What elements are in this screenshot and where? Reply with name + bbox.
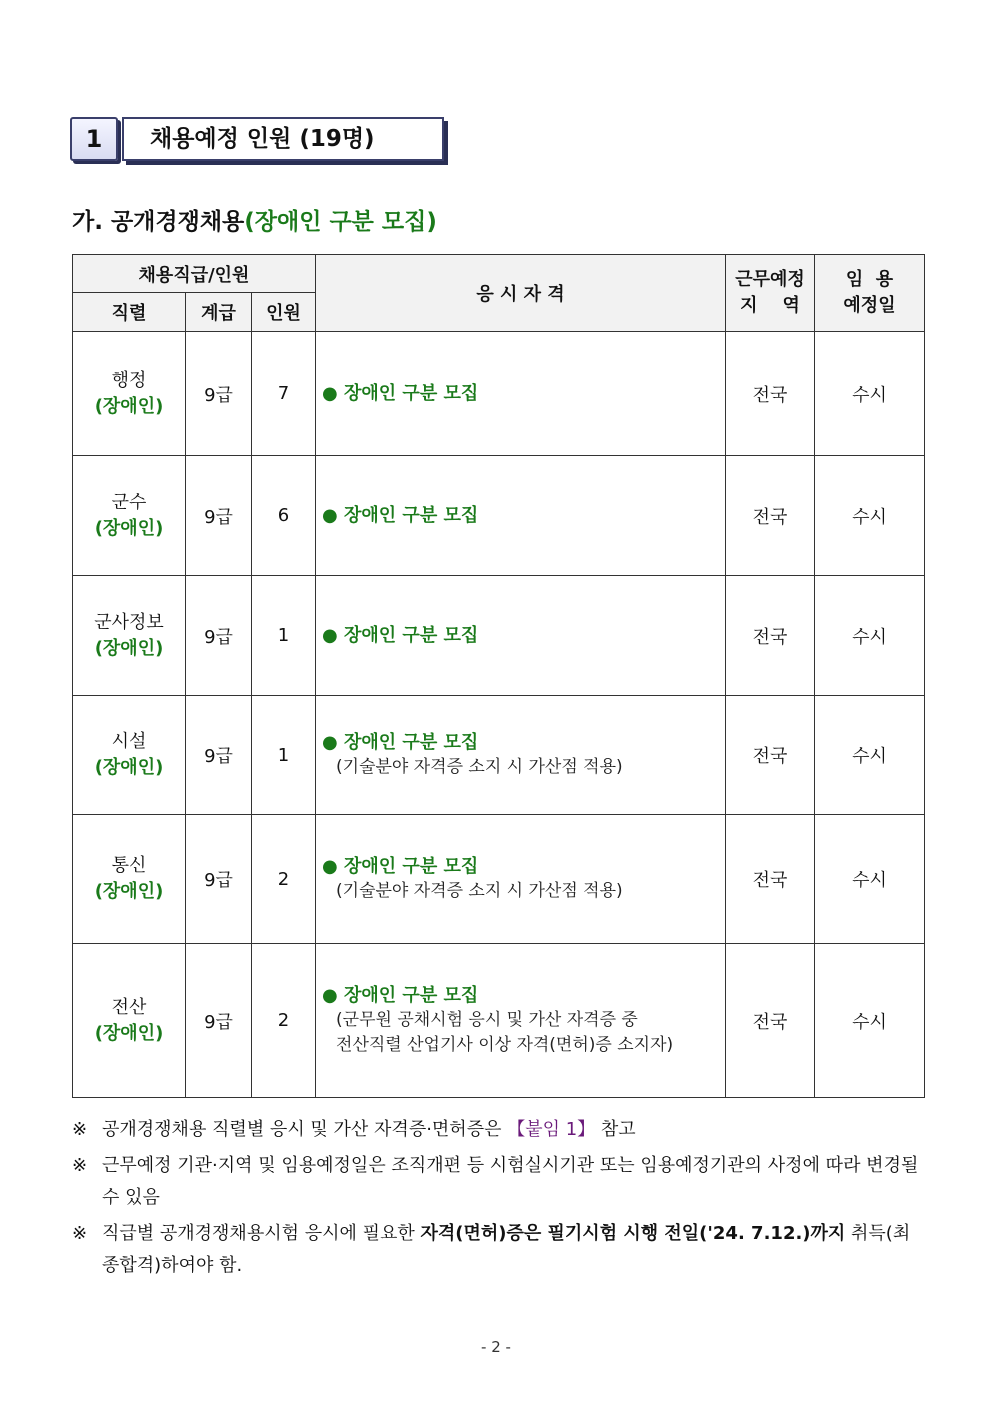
grade-cell: 9급	[186, 944, 252, 1098]
region-cell: 전국	[726, 696, 815, 815]
series-tag: (장애인)	[94, 881, 164, 902]
header-region	[726, 255, 815, 332]
recruit-type	[322, 381, 725, 406]
note-text: 취득(최종합격)하여야 함.	[102, 1223, 911, 1276]
series-tag: (장애인)	[94, 395, 164, 417]
series-tag: (장애인)	[94, 637, 164, 659]
subsection-title	[72, 203, 437, 236]
date-cell: 수시	[815, 576, 925, 696]
bullet-icon: ●	[322, 732, 344, 753]
count-cell: 2	[252, 815, 316, 944]
header-region-line2: 지 역	[740, 295, 800, 316]
qualification-note: (군무원 공채시험 응시 및 가산 자격증 중	[336, 1010, 638, 1030]
note-item	[72, 1218, 924, 1282]
series-name: 시설	[111, 731, 147, 752]
qualification-cell	[316, 332, 726, 456]
header-date-line1: 임 용	[845, 269, 894, 290]
recruit-type-text: 장애인 구분 모집	[344, 625, 479, 646]
header-series: 직렬	[73, 293, 186, 332]
series-cell	[73, 332, 186, 456]
recruit-type-text: 장애인 구분 모집	[344, 383, 479, 404]
bullet-icon: ●	[322, 856, 344, 877]
date-cell: 수시	[815, 815, 925, 944]
series-tag: (장애인)	[94, 517, 164, 539]
qualification-note: (기술분야 자격증 소지 시 가산점 적용)	[336, 881, 623, 901]
header-qualification: 응 시 자 격	[316, 255, 726, 332]
count-cell: 1	[252, 576, 316, 696]
series-tag: (장애인)	[94, 757, 164, 778]
date-cell: 수시	[815, 944, 925, 1098]
date-cell: 수시	[815, 456, 925, 576]
notes-block	[72, 1114, 924, 1286]
series-name: 통신	[111, 855, 147, 876]
subsection-prefix: 가. 공개경쟁채용	[72, 209, 245, 235]
recruit-type	[322, 503, 725, 528]
bullet-icon: ●	[322, 383, 344, 404]
header-count: 인원	[252, 293, 316, 332]
region-cell: 전국	[726, 815, 815, 944]
count-cell: 2	[252, 944, 316, 1098]
note-item	[72, 1114, 924, 1146]
series-cell	[73, 456, 186, 576]
count-cell: 1	[252, 696, 316, 815]
date-cell: 수시	[815, 696, 925, 815]
bullet-icon: ●	[322, 505, 344, 526]
series-cell	[73, 815, 186, 944]
section-number: 1	[70, 117, 118, 161]
series-cell	[73, 576, 186, 696]
section-title: 채용예정 인원 (19명)	[122, 117, 444, 161]
qualification-cell	[316, 456, 726, 576]
bullet-icon: ●	[322, 985, 344, 1006]
qualification-cell	[316, 815, 726, 944]
recruit-type	[322, 623, 725, 648]
recruit-type-text: 장애인 구분 모집	[344, 732, 479, 753]
header-date	[815, 255, 925, 332]
grade-cell: 9급	[186, 815, 252, 944]
series-name: 행정	[111, 369, 147, 391]
header-date-line2: 예정일	[843, 295, 896, 316]
region-cell: 전국	[726, 332, 815, 456]
region-cell: 전국	[726, 576, 815, 696]
qualification-note: 전산직렬 산업기사 이상 자격(면허)증 소지자)	[336, 1035, 674, 1055]
subsection-highlight: (장애인 구분 모집)	[244, 209, 437, 235]
recruit-type-text: 장애인 구분 모집	[344, 985, 479, 1006]
bullet-icon: ●	[322, 625, 344, 646]
header-group: 채용직급/인원	[73, 255, 316, 293]
date-cell: 수시	[815, 332, 925, 456]
note-text: 직급별 공개경쟁채용시험 응시에 필요한	[102, 1223, 421, 1244]
series-name: 전산	[111, 996, 147, 1018]
page-number: - 2 -	[481, 1338, 511, 1356]
note-emphasis: 자격(면허)증은 필기시험 시행 전일('24. 7.12.)까지	[420, 1223, 846, 1244]
table-row	[73, 456, 925, 576]
series-cell	[73, 944, 186, 1098]
table-row	[73, 944, 925, 1098]
count-cell: 7	[252, 332, 316, 456]
header-region-line1: 근무예정	[735, 269, 805, 290]
table-row	[73, 696, 925, 815]
series-cell	[73, 696, 186, 815]
header-grade: 계급	[186, 293, 252, 332]
count-cell: 6	[252, 456, 316, 576]
recruit-type-text: 장애인 구분 모집	[344, 856, 479, 877]
qualification-cell	[316, 576, 726, 696]
recruit-type	[322, 730, 725, 755]
recruit-type	[322, 983, 725, 1008]
grade-cell: 9급	[186, 696, 252, 815]
grade-cell: 9급	[186, 576, 252, 696]
series-name: 군수	[111, 491, 147, 513]
note-text: 참고	[595, 1119, 636, 1140]
reference-mark-icon: ※	[72, 1155, 88, 1176]
recruit-type	[322, 854, 725, 879]
reference-mark-icon: ※	[72, 1223, 88, 1244]
note-text: 공개경쟁채용 직렬별 응시 및 가산 자격증·면허증은	[102, 1119, 508, 1140]
series-name: 군사정보	[94, 611, 164, 633]
qualification-cell	[316, 696, 726, 815]
attachment-reference: 【붙임 1】	[507, 1119, 596, 1140]
qualification-cell	[316, 944, 726, 1098]
note-text: 근무예정 기관·지역 및 임용예정일은 조직개편 등 시험실시기관 또는 임용예정기관의 사정에 따라 변경될 수 있음	[102, 1155, 919, 1208]
grade-cell: 9급	[186, 332, 252, 456]
grade-cell: 9급	[186, 456, 252, 576]
recruitment-table	[72, 254, 925, 1098]
region-cell: 전국	[726, 456, 815, 576]
reference-mark-icon: ※	[72, 1119, 88, 1140]
table-row	[73, 332, 925, 456]
recruit-type-text: 장애인 구분 모집	[344, 505, 479, 526]
note-item	[72, 1150, 924, 1214]
region-cell: 전국	[726, 944, 815, 1098]
table-row	[73, 576, 925, 696]
series-tag: (장애인)	[94, 1022, 164, 1044]
table-row	[73, 815, 925, 944]
qualification-note: (기술분야 자격증 소지 시 가산점 적용)	[336, 757, 623, 777]
